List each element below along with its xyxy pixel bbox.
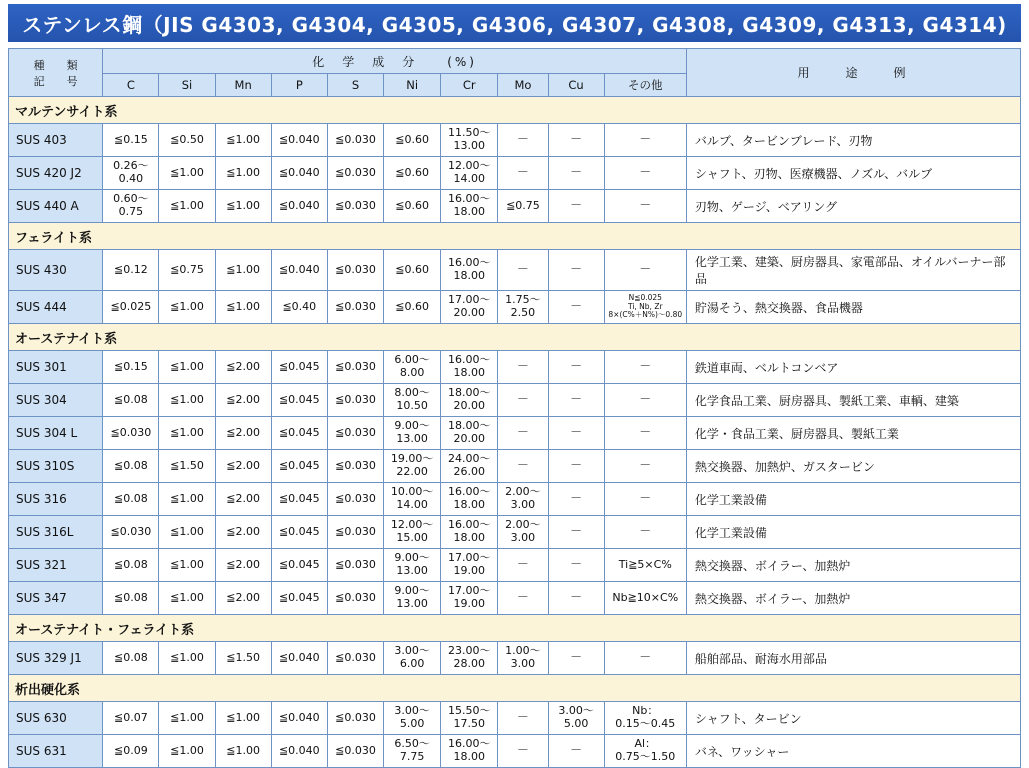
header-element-other: その他 [604, 74, 686, 97]
cell-other: － [604, 642, 686, 675]
cell-cu: － [548, 384, 604, 417]
cell-mn: ≦1.50 [215, 642, 271, 675]
cell-mo: － [498, 417, 548, 450]
group-header-label: フェライト系 [9, 223, 1021, 250]
cell-other: － [604, 124, 686, 157]
cell-s: ≦0.030 [327, 384, 383, 417]
group-header-row [9, 324, 1021, 351]
table-row [9, 351, 1021, 384]
cell-ni: 10.00～ 14.00 [384, 483, 441, 516]
cell-mn: ≦1.00 [215, 250, 271, 291]
cell-mn: ≦2.00 [215, 582, 271, 615]
cell-si: ≦1.00 [159, 549, 215, 582]
cell-other: － [604, 351, 686, 384]
cell-use-example: 熱交換器、加熱炉、ガスタービン [686, 450, 1020, 483]
cell-cu: － [548, 157, 604, 190]
header-element-p: P [271, 74, 327, 97]
steel-grade-name: SUS 304 L [9, 417, 103, 450]
cell-other: － [604, 250, 686, 291]
cell-other: N≦0.025 Ti, Nb, Zr 8×(C%＋N%)～0.80 [604, 291, 686, 324]
table-row [9, 735, 1021, 768]
cell-s: ≦0.030 [327, 190, 383, 223]
cell-mo: － [498, 124, 548, 157]
cell-p: ≦0.045 [271, 483, 327, 516]
steel-grade-name: SUS 430 [9, 250, 103, 291]
cell-mo: － [498, 549, 548, 582]
cell-cu: － [548, 582, 604, 615]
cell-cu: － [548, 483, 604, 516]
cell-si: ≦1.00 [159, 483, 215, 516]
cell-si: ≦1.00 [159, 735, 215, 768]
cell-mn: ≦1.00 [215, 291, 271, 324]
cell-use-example: 刃物、ゲージ、ベアリング [686, 190, 1020, 223]
cell-mn: ≦1.00 [215, 124, 271, 157]
cell-si: ≦1.00 [159, 702, 215, 735]
cell-other: － [604, 157, 686, 190]
cell-p: ≦0.045 [271, 417, 327, 450]
cell-c: ≦0.08 [103, 642, 159, 675]
cell-c: ≦0.08 [103, 450, 159, 483]
cell-mn: ≦2.00 [215, 549, 271, 582]
cell-c: 0.60～ 0.75 [103, 190, 159, 223]
header-element-ni: Ni [384, 74, 441, 97]
cell-mo: － [498, 582, 548, 615]
cell-mn: ≦2.00 [215, 450, 271, 483]
steel-grade-name: SUS 420 J2 [9, 157, 103, 190]
cell-p: ≦0.045 [271, 582, 327, 615]
cell-mn: ≦2.00 [215, 351, 271, 384]
table-row [9, 384, 1021, 417]
cell-ni: ≦0.60 [384, 250, 441, 291]
cell-p: ≦0.040 [271, 250, 327, 291]
header-element-s: S [327, 74, 383, 97]
cell-s: ≦0.030 [327, 450, 383, 483]
steel-grade-name: SUS 316 [9, 483, 103, 516]
cell-c: ≦0.08 [103, 483, 159, 516]
cell-p: ≦0.040 [271, 735, 327, 768]
cell-ni: 3.00～ 5.00 [384, 702, 441, 735]
cell-ni: ≦0.60 [384, 291, 441, 324]
cell-c: ≦0.08 [103, 582, 159, 615]
cell-cr: 16.00～ 18.00 [441, 190, 498, 223]
steel-grade-name: SUS 631 [9, 735, 103, 768]
cell-p: ≦0.045 [271, 516, 327, 549]
cell-c: ≦0.07 [103, 702, 159, 735]
cell-cr: 17.00～ 19.00 [441, 549, 498, 582]
group-header-label: オーステナイト・フェライト系 [9, 615, 1021, 642]
table-row [9, 582, 1021, 615]
group-header-row [9, 615, 1021, 642]
cell-ni: ≦0.60 [384, 190, 441, 223]
table-row [9, 702, 1021, 735]
cell-mo: － [498, 702, 548, 735]
stainless-steel-table [8, 48, 1021, 768]
cell-cr: 16.00～ 18.00 [441, 483, 498, 516]
header-element-cr: Cr [441, 74, 498, 97]
cell-use-example: シャフト、刃物、医療機器、ノズル、バルブ [686, 157, 1020, 190]
cell-s: ≦0.030 [327, 642, 383, 675]
cell-cr: 18.00～ 20.00 [441, 417, 498, 450]
cell-s: ≦0.030 [327, 549, 383, 582]
cell-si: ≦1.00 [159, 582, 215, 615]
table-header [9, 49, 1021, 97]
steel-grade-name: SUS 329 J1 [9, 642, 103, 675]
cell-ni: 8.00～ 10.50 [384, 384, 441, 417]
cell-cu: － [548, 291, 604, 324]
cell-ni: 9.00～ 13.00 [384, 582, 441, 615]
cell-cu: － [548, 735, 604, 768]
cell-cr: 16.00～ 18.00 [441, 735, 498, 768]
steel-grade-name: SUS 347 [9, 582, 103, 615]
header-element-si: Si [159, 74, 215, 97]
header-element-cu: Cu [548, 74, 604, 97]
cell-s: ≦0.030 [327, 291, 383, 324]
header-kind-line2: 記 号 [33, 74, 78, 88]
cell-cr: 15.50～ 17.50 [441, 702, 498, 735]
steel-grade-name: SUS 321 [9, 549, 103, 582]
cell-other: － [604, 450, 686, 483]
cell-si: ≦0.75 [159, 250, 215, 291]
cell-mo: － [498, 157, 548, 190]
cell-p: ≦0.040 [271, 702, 327, 735]
cell-use-example: 船舶部品、耐海水用部品 [686, 642, 1020, 675]
cell-mn: ≦2.00 [215, 417, 271, 450]
cell-ni: 19.00～ 22.00 [384, 450, 441, 483]
cell-mo: － [498, 250, 548, 291]
cell-mn: ≦1.00 [215, 157, 271, 190]
header-kind [9, 49, 103, 97]
header-chemical-composition: 化 学 成 分 (%) [103, 49, 687, 74]
cell-use-example: バルブ、タービンブレード、刃物 [686, 124, 1020, 157]
cell-other: Al： 0.75～1.50 [604, 735, 686, 768]
cell-s: ≦0.030 [327, 124, 383, 157]
cell-s: ≦0.030 [327, 157, 383, 190]
cell-mo: 1.00～ 3.00 [498, 642, 548, 675]
cell-s: ≦0.030 [327, 735, 383, 768]
cell-cr: 17.00～ 19.00 [441, 582, 498, 615]
cell-other: Ti≧5×C% [604, 549, 686, 582]
cell-mo: － [498, 450, 548, 483]
page-container [0, 4, 1029, 763]
cell-c: ≦0.030 [103, 516, 159, 549]
header-kind-line1: 種 類 [33, 58, 78, 72]
table-row [9, 516, 1021, 549]
group-header-row [9, 223, 1021, 250]
cell-cu: － [548, 549, 604, 582]
cell-mo: ≦0.75 [498, 190, 548, 223]
cell-cr: 11.50～ 13.00 [441, 124, 498, 157]
cell-cr: 16.00～ 18.00 [441, 250, 498, 291]
cell-other: Nb： 0.15～0.45 [604, 702, 686, 735]
cell-c: ≦0.025 [103, 291, 159, 324]
steel-grade-name: SUS 444 [9, 291, 103, 324]
cell-use-example: 貯湯そう、熱交換器、食品機器 [686, 291, 1020, 324]
cell-mo: 1.75～ 2.50 [498, 291, 548, 324]
group-header-row [9, 97, 1021, 124]
cell-p: ≦0.045 [271, 351, 327, 384]
cell-si: ≦1.00 [159, 291, 215, 324]
cell-other: － [604, 384, 686, 417]
table-row [9, 549, 1021, 582]
cell-si: ≦1.00 [159, 642, 215, 675]
cell-c: 0.26～ 0.40 [103, 157, 159, 190]
cell-cu: 3.00～ 5.00 [548, 702, 604, 735]
cell-si: ≦1.00 [159, 516, 215, 549]
cell-mo: － [498, 351, 548, 384]
steel-grade-name: SUS 403 [9, 124, 103, 157]
cell-ni: 6.00～ 8.00 [384, 351, 441, 384]
cell-p: ≦0.040 [271, 157, 327, 190]
cell-other: － [604, 190, 686, 223]
cell-mn: ≦1.00 [215, 735, 271, 768]
page-title: ステンレス鋼（JIS G4303, G4304, G4305, G4306, G4307, G4308, G4309, G4313, G4314) [8, 4, 1021, 42]
cell-mn: ≦1.00 [215, 190, 271, 223]
cell-mo: － [498, 384, 548, 417]
cell-s: ≦0.030 [327, 516, 383, 549]
group-header-label: マルテンサイト系 [9, 97, 1021, 124]
table-row [9, 124, 1021, 157]
cell-use-example: 化学工業、建築、厨房器具、家電部品、オイルバーナー部品 [686, 250, 1020, 291]
header-use-example: 用 途 例 [686, 49, 1020, 97]
table-row [9, 190, 1021, 223]
header-element-mo: Mo [498, 74, 548, 97]
cell-cr: 12.00～ 14.00 [441, 157, 498, 190]
table-row [9, 417, 1021, 450]
cell-si: ≦0.50 [159, 124, 215, 157]
table-body [9, 97, 1021, 768]
cell-mo: － [498, 735, 548, 768]
cell-cr: 23.00～ 28.00 [441, 642, 498, 675]
cell-use-example: 化学工業設備 [686, 483, 1020, 516]
cell-ni: 3.00～ 6.00 [384, 642, 441, 675]
cell-p: ≦0.045 [271, 384, 327, 417]
cell-other: － [604, 417, 686, 450]
table-row [9, 483, 1021, 516]
cell-ni: 9.00～ 13.00 [384, 417, 441, 450]
group-header-label: オーステナイト系 [9, 324, 1021, 351]
cell-s: ≦0.030 [327, 483, 383, 516]
cell-other: Nb≧10×C% [604, 582, 686, 615]
cell-cr: 16.00～ 18.00 [441, 351, 498, 384]
cell-c: ≦0.15 [103, 351, 159, 384]
cell-ni: ≦0.60 [384, 124, 441, 157]
cell-mn: ≦1.00 [215, 702, 271, 735]
cell-p: ≦0.045 [271, 549, 327, 582]
cell-si: ≦1.50 [159, 450, 215, 483]
cell-s: ≦0.030 [327, 582, 383, 615]
cell-ni: ≦0.60 [384, 157, 441, 190]
cell-p: ≦0.40 [271, 291, 327, 324]
cell-si: ≦1.00 [159, 417, 215, 450]
steel-grade-name: SUS 440 A [9, 190, 103, 223]
table-row [9, 250, 1021, 291]
cell-si: ≦1.00 [159, 384, 215, 417]
cell-s: ≦0.030 [327, 417, 383, 450]
cell-p: ≦0.040 [271, 124, 327, 157]
cell-use-example: 鉄道車両、ベルトコンベア [686, 351, 1020, 384]
cell-c: ≦0.08 [103, 384, 159, 417]
cell-use-example: 熱交換器、ボイラー、加熱炉 [686, 549, 1020, 582]
cell-cu: － [548, 642, 604, 675]
cell-use-example: 熱交換器、ボイラー、加熱炉 [686, 582, 1020, 615]
cell-cr: 24.00～ 26.00 [441, 450, 498, 483]
cell-mn: ≦2.00 [215, 516, 271, 549]
cell-mo: 2.00～ 3.00 [498, 483, 548, 516]
cell-p: ≦0.045 [271, 450, 327, 483]
steel-grade-name: SUS 630 [9, 702, 103, 735]
cell-s: ≦0.030 [327, 702, 383, 735]
table-row [9, 291, 1021, 324]
cell-use-example: 化学食品工業、厨房器具、製紙工業、車輌、建築 [686, 384, 1020, 417]
steel-grade-name: SUS 310S [9, 450, 103, 483]
cell-cu: － [548, 190, 604, 223]
cell-si: ≦1.00 [159, 190, 215, 223]
cell-cr: 16.00～ 18.00 [441, 516, 498, 549]
cell-cu: － [548, 124, 604, 157]
cell-other: － [604, 516, 686, 549]
cell-cu: － [548, 250, 604, 291]
cell-p: ≦0.040 [271, 190, 327, 223]
cell-ni: 12.00～ 15.00 [384, 516, 441, 549]
steel-grade-name: SUS 304 [9, 384, 103, 417]
table-row [9, 642, 1021, 675]
cell-cu: － [548, 351, 604, 384]
header-element-c: C [103, 74, 159, 97]
cell-s: ≦0.030 [327, 250, 383, 291]
cell-c: ≦0.08 [103, 549, 159, 582]
cell-c: ≦0.030 [103, 417, 159, 450]
cell-mn: ≦2.00 [215, 384, 271, 417]
cell-use-example: 化学工業設備 [686, 516, 1020, 549]
cell-c: ≦0.09 [103, 735, 159, 768]
cell-c: ≦0.12 [103, 250, 159, 291]
cell-cu: － [548, 417, 604, 450]
cell-ni: 6.50～ 7.75 [384, 735, 441, 768]
steel-grade-name: SUS 316L [9, 516, 103, 549]
table-row [9, 450, 1021, 483]
cell-si: ≦1.00 [159, 351, 215, 384]
cell-use-example: バネ、ワッシャー [686, 735, 1020, 768]
group-header-label: 析出硬化系 [9, 675, 1021, 702]
group-header-row [9, 675, 1021, 702]
cell-c: ≦0.15 [103, 124, 159, 157]
cell-mn: ≦2.00 [215, 483, 271, 516]
cell-cr: 18.00～ 20.00 [441, 384, 498, 417]
steel-grade-name: SUS 301 [9, 351, 103, 384]
cell-ni: 9.00～ 13.00 [384, 549, 441, 582]
cell-p: ≦0.040 [271, 642, 327, 675]
cell-use-example: シャフト、タービン [686, 702, 1020, 735]
cell-mo: 2.00～ 3.00 [498, 516, 548, 549]
cell-cu: － [548, 516, 604, 549]
cell-cr: 17.00～ 20.00 [441, 291, 498, 324]
cell-cu: － [548, 450, 604, 483]
table-row [9, 157, 1021, 190]
cell-use-example: 化学・食品工業、厨房器具、製紙工業 [686, 417, 1020, 450]
cell-s: ≦0.030 [327, 351, 383, 384]
header-element-mn: Mn [215, 74, 271, 97]
cell-si: ≦1.00 [159, 157, 215, 190]
cell-other: － [604, 483, 686, 516]
